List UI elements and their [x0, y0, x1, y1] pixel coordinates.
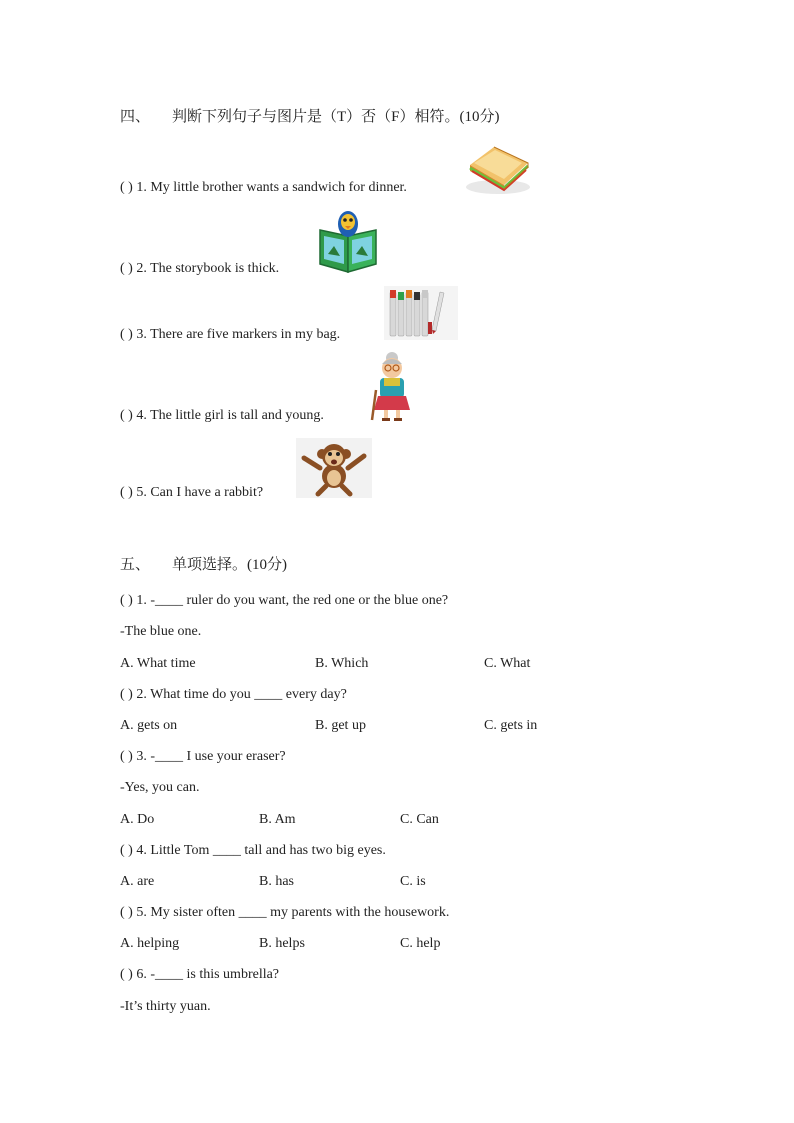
- choice-question-1: ( ) 1. -____ ruler do you want, the red one or the blue one?: [120, 593, 449, 608]
- option-b: B. get up: [315, 718, 366, 733]
- answer-line-6: -It’s thirty yuan.: [120, 999, 211, 1014]
- judge-item-3: ( ) 3. There are five markers in my bag.: [120, 327, 341, 342]
- storybook-icon: [314, 206, 382, 274]
- judge-item-4: ( ) 4. The little girl is tall and young.: [120, 408, 324, 423]
- option-b: B. has: [259, 874, 294, 889]
- option-b: B. Am: [259, 812, 296, 827]
- judge-item-2: ( ) 2. The storybook is thick.: [120, 261, 280, 276]
- option-b: B. Which: [315, 656, 369, 671]
- option-c: C. help: [400, 936, 441, 951]
- option-a: A. Do: [120, 812, 155, 827]
- section-4-heading: [120, 108, 500, 126]
- option-c: C. gets in: [484, 718, 538, 733]
- option-a: A. gets on: [120, 718, 178, 733]
- monkey-icon: [296, 438, 372, 498]
- section-number: 四、: [120, 109, 151, 125]
- judge-item-5: ( ) 5. Can I have a rabbit?: [120, 485, 264, 500]
- answer-line-1: -The blue one.: [120, 624, 202, 639]
- section-title: 单项选择。(10分): [172, 557, 287, 573]
- option-b: B. helps: [259, 936, 305, 951]
- section-5-heading: [120, 556, 287, 574]
- option-c: C. What: [484, 656, 531, 671]
- markers-icon: [384, 286, 458, 340]
- choice-question-4: ( ) 4. Little Tom ____ tall and has two big eyes.: [120, 843, 386, 858]
- option-c: C. Can: [400, 812, 439, 827]
- section-number: 五、: [120, 557, 151, 573]
- option-a: A. are: [120, 874, 155, 889]
- choice-question-6: ( ) 6. -____ is this umbrella?: [120, 967, 280, 982]
- choice-question-5: ( ) 5. My sister often ____ my parents with the housework.: [120, 905, 450, 920]
- option-c: C. is: [400, 874, 426, 889]
- sandwich-icon: [464, 141, 532, 195]
- option-a: A. What time: [120, 656, 196, 671]
- choice-question-2: ( ) 2. What time do you ____ every day?: [120, 687, 347, 702]
- choice-question-3: ( ) 3. -____ I use your eraser?: [120, 749, 286, 764]
- section-title: 判断下列句子与图片是（T）否（F）相符。(10分): [172, 109, 500, 125]
- judge-item-1: ( ) 1. My little brother wants a sandwich for dinner.: [120, 180, 407, 195]
- grandma-icon: [364, 350, 420, 422]
- option-a: A. helping: [120, 936, 180, 951]
- answer-line-3: -Yes, you can.: [120, 780, 200, 795]
